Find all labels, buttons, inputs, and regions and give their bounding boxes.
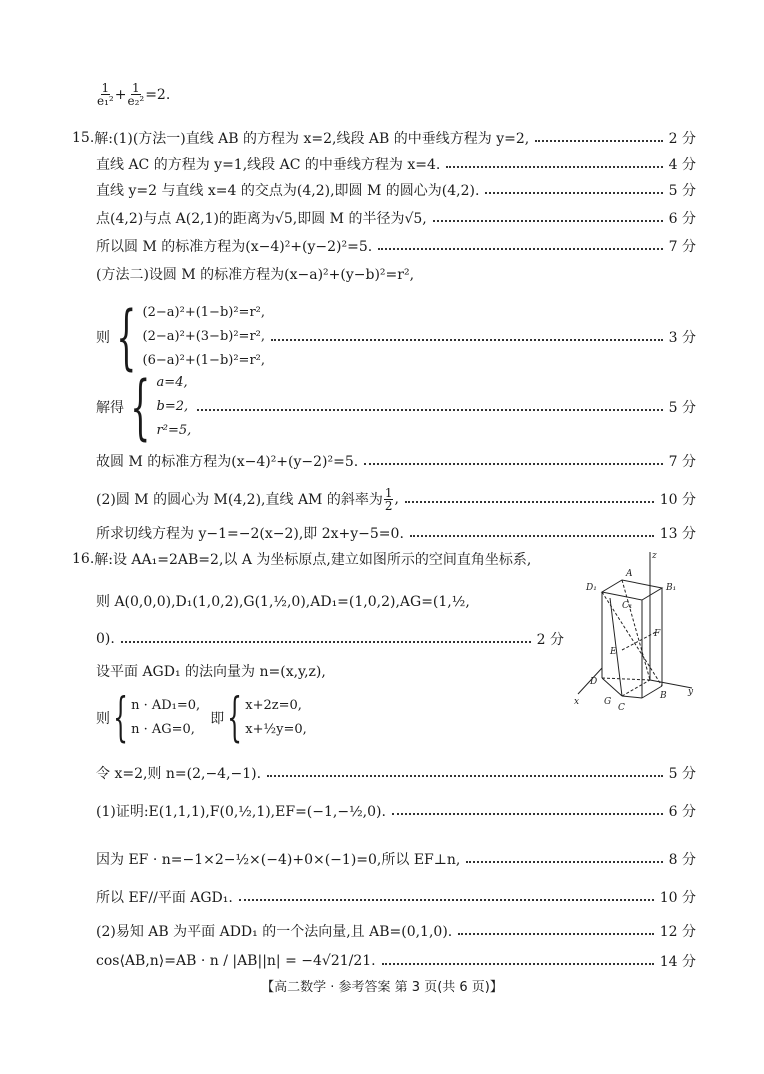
leader-dots (535, 140, 662, 142)
p15-line-9: 所求切线方程为 y−1=−2(x−2),即 2x+y−5=0. 13 分 (96, 526, 696, 542)
p15-line-7: 故圆 M 的标准方程为(x−4)²+(y−2)²=5. 7 分 (96, 454, 696, 470)
fraction-1-e1sq: $\frac{1}{\text{e₁²}}$ (97, 81, 114, 108)
p16-line-7: 因为 EF · n=−1×2−½×(−4)+0×(−1)=0,所以 EF⊥n, 8 分 (96, 852, 696, 868)
top-formula-tail: =2. (145, 86, 171, 103)
svg-text:D₁: D₁ (586, 583, 597, 593)
p15-system-1: 则 { (2−a)²+(1−b)²=r², (2−a)²+(3−b)²=r², (6−a)²+(1−b)²=r², 3 分 (96, 296, 696, 378)
svg-text:y: y (688, 687, 694, 697)
page-footer: 【高二数学 · 参考答案 第 3 页(共 6 页)】 (261, 980, 503, 995)
p16-system: 则 { n · AD₁=0, n · AG=0, 即 { x+2z=0, x+½y=0, (96, 688, 307, 748)
p15-line-6: (方法二)设圆 M 的标准方程为(x−a)²+(y−b)²=r², (96, 267, 415, 283)
svg-text:x: x (574, 697, 580, 707)
p16-line-5: 令 x=2,则 n=(2,−4,−1). 5 分 (96, 766, 696, 782)
left-brace: { (116, 296, 137, 378)
p15-line-2: 直线 AC 的方程为 y=1,线段 AC 的中垂线方程为 x=4. 4 分 (96, 157, 696, 173)
p15-line-5: 所以圆 M 的标准方程为(x−4)²+(y−2)²=5. 7 分 (96, 239, 696, 255)
top-formula: $\frac{1}{\text{e₁²}}$ + $\frac{1}{\text{e₂²}}$ =2. (97, 81, 171, 108)
svg-text:B: B (660, 691, 667, 701)
svg-text:A: A (626, 569, 633, 579)
cuboid-figure (568, 550, 700, 712)
svg-text:C: C (618, 703, 625, 712)
svg-text:B₁: B₁ (666, 583, 677, 593)
fraction-one-half: $\frac{1}{2}$ (384, 485, 393, 513)
left-brace: { (130, 366, 151, 448)
svg-text:E: E (610, 647, 617, 657)
p16-line-8: 所以 EF//平面 AGD₁. 10 分 (96, 890, 696, 906)
svg-text:D: D (590, 677, 598, 687)
svg-text:C₁: C₁ (622, 601, 633, 611)
svg-text:z: z (652, 551, 657, 561)
p16-line-1: 16. 解:设 AA₁=2AB=2,以 A 为坐标原点,建立如图所示的空间直角坐标系, (72, 551, 532, 568)
svg-text:G: G (604, 697, 612, 707)
p15-system-2: 解得 { a=4, b=2, r²=5, 5 分 (96, 366, 696, 448)
p15-line-4: 点(4,2)与点 A(2,1)的距离为√5,即圆 M 的半径为√5, 6 分 (96, 211, 696, 227)
p16-line-10: cos⟨AB,n⟩=AB · n / |AB||n| = −4√21/21. 14 分 (96, 953, 696, 970)
p16-line-3: 0). 2 分 (96, 631, 564, 648)
p16-line-2: 则 A(0,0,0),D₁(1,0,2),G(1,½,0),AD₁=(1,0,2),AG=(1,½, (96, 594, 470, 610)
p16-line-6: (1)证明:E(1,1,1),F(0,½,1),EF=(−1,−½,0). 6 分 (96, 804, 696, 820)
p16-line-4: 设平面 AGD₁ 的法向量为 n=(x,y,z), (96, 664, 326, 680)
p15-line-3: 直线 y=2 与直线 x=4 的交点为(4,2),即圆 M 的圆心为(4,2). 5 分 (96, 183, 696, 199)
fraction-1-e2sq: $\frac{1}{\text{e₂²}}$ (127, 81, 145, 108)
svg-text:F: F (654, 629, 661, 639)
p15-line-8: (2)圆 M 的圆心为 M(4,2),直线 AM 的斜率为 $\frac{1}{2}$ , 10 分 (96, 485, 696, 513)
p16-line-9: (2)易知 AB 为平面 ADD₁ 的一个法向量,且 AB=(0,1,0). 12 分 (96, 924, 696, 940)
p15-line-1: 15. 解:(1)(方法一)直线 AB 的方程为 x=2,线段 AB 的中垂线方程为 y=2, 2 分 (72, 130, 696, 147)
